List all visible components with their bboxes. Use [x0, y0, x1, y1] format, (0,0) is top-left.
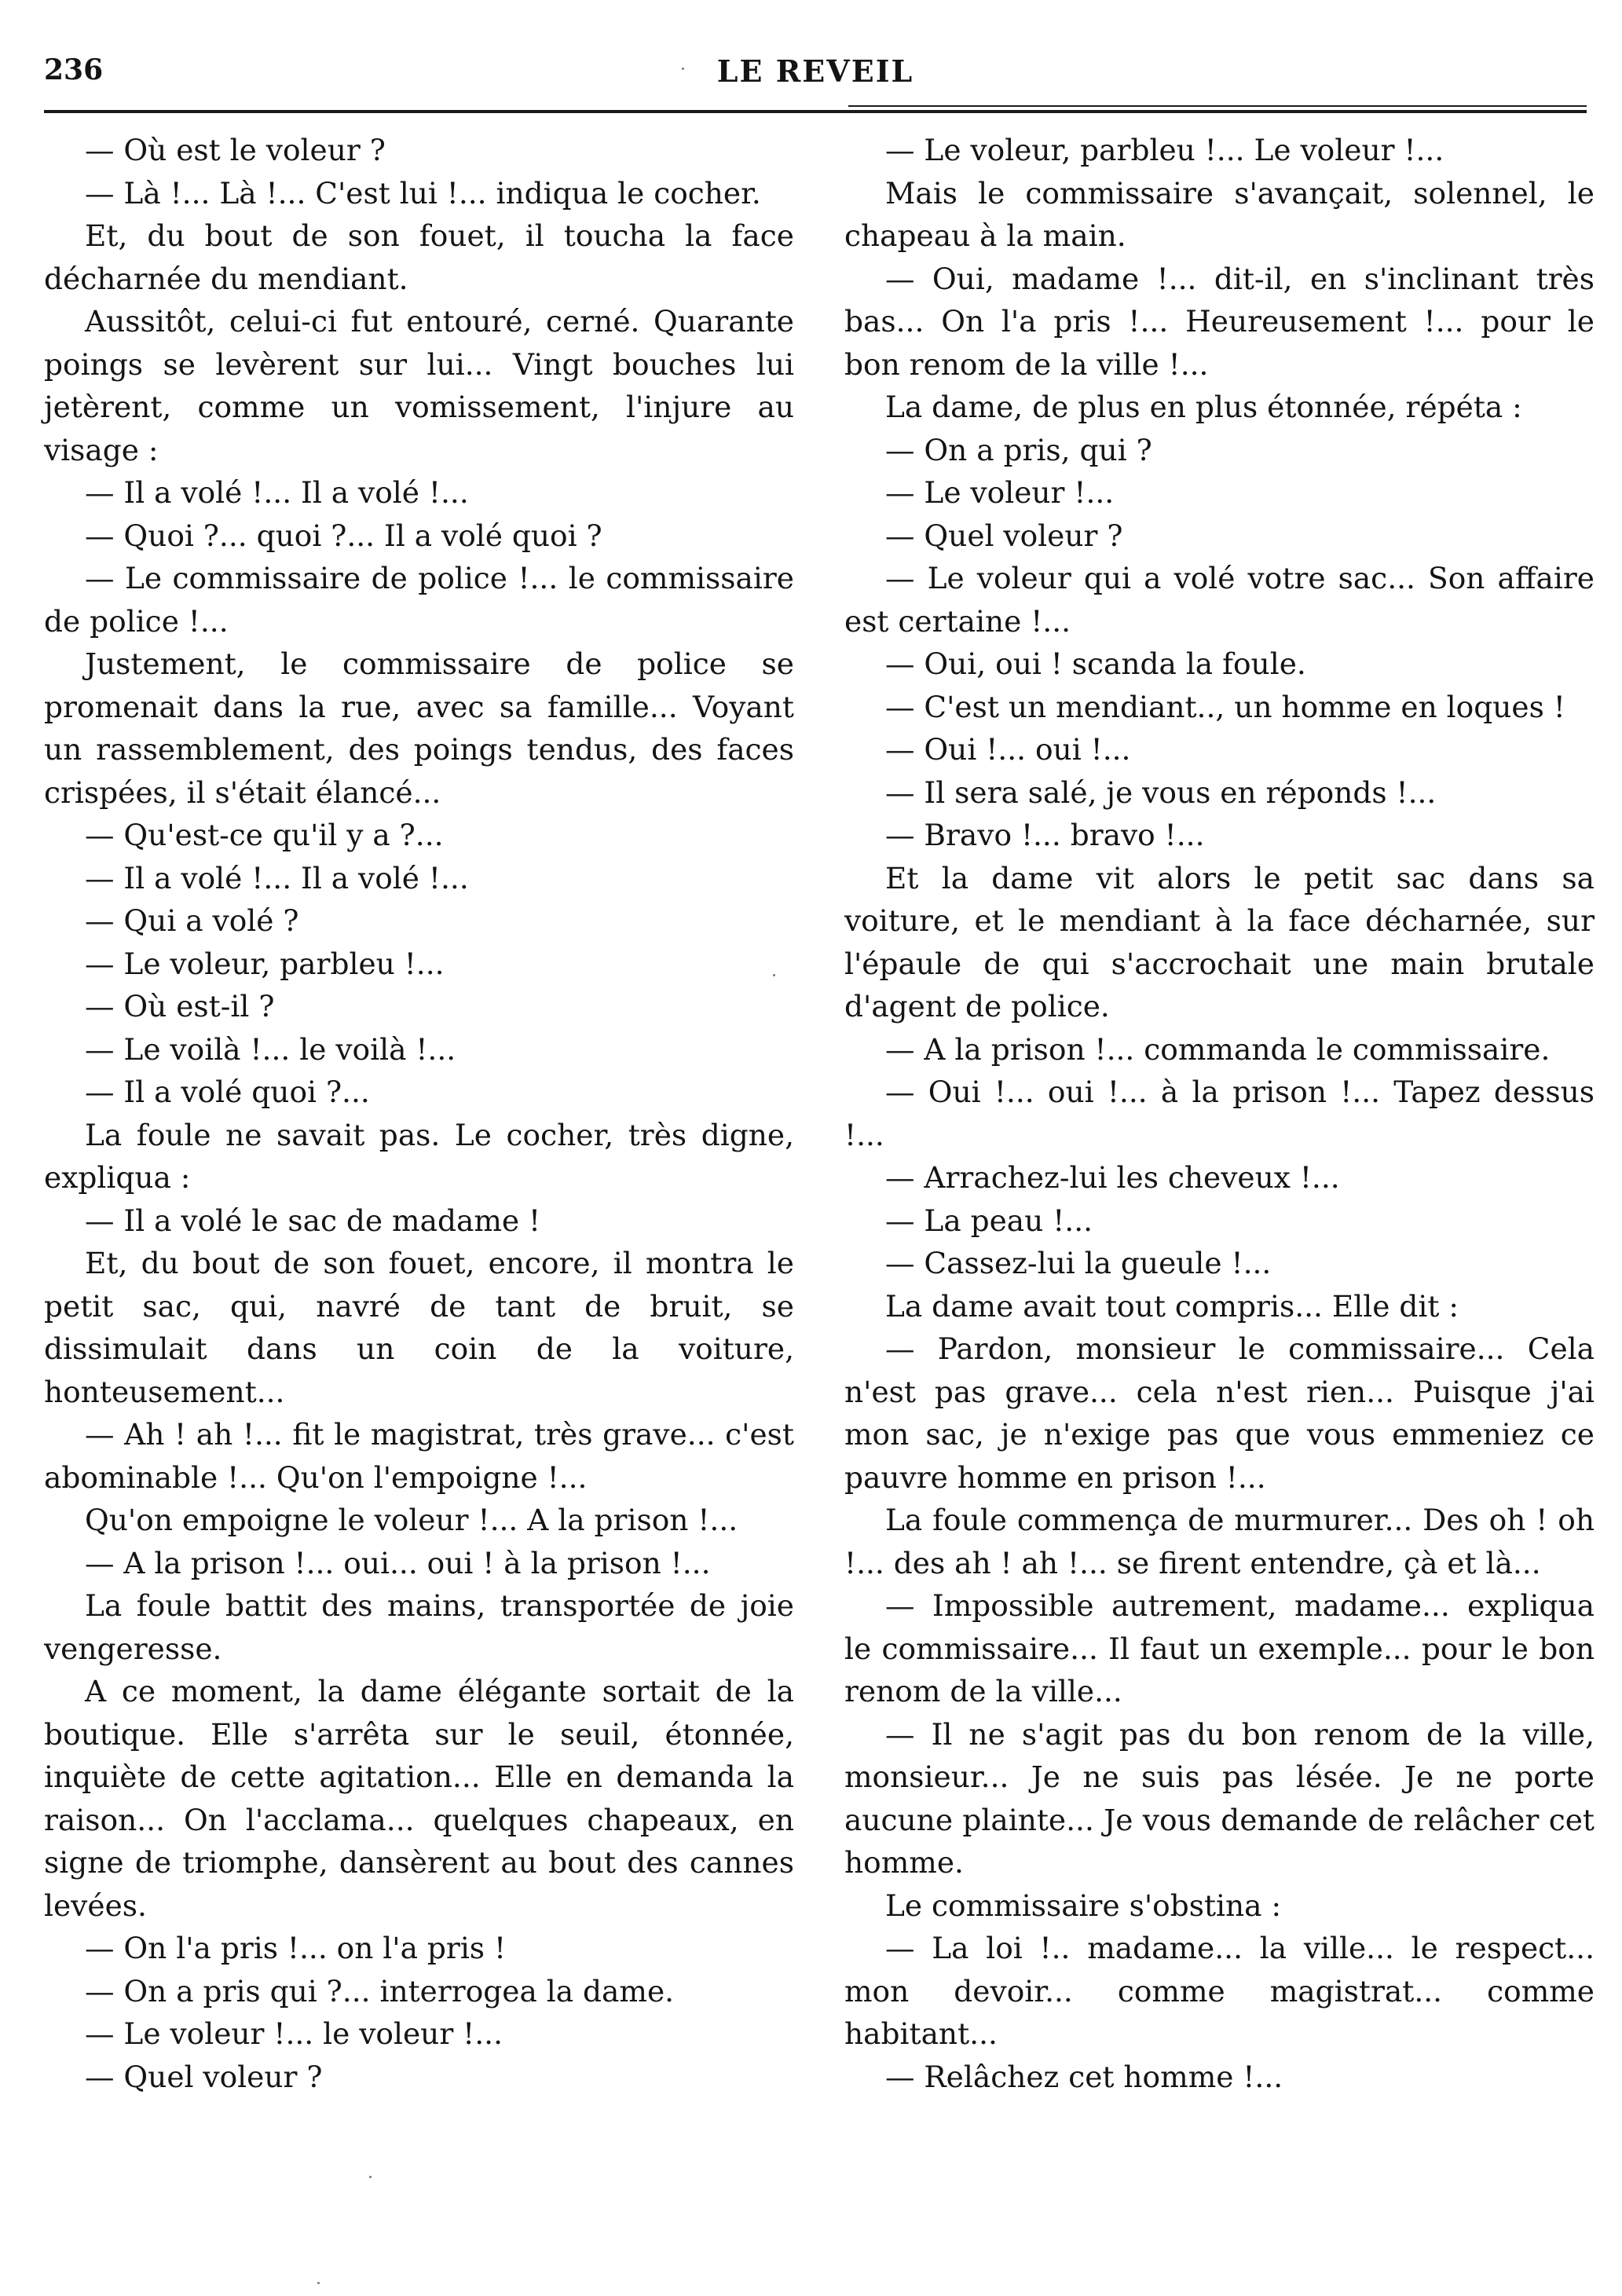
paragraph: Justement, le commissaire de police se promenait dans la rue, avec sa famille... Voyant un rassemblement, des poings tendus, des faces crispées, il s'était élancé...: [44, 646, 794, 810]
paragraph: — Oui !... oui !...: [885, 732, 1131, 767]
paragraph: — Le voilà !... le voilà !...: [85, 1031, 456, 1067]
paragraph: — Quel voleur ?: [885, 518, 1123, 553]
paragraph: — Il a volé quoi ?...: [85, 1075, 370, 1109]
paragraph: — On a pris, qui ?: [885, 432, 1152, 467]
paragraph: Le commissaire s'obstina :: [885, 1888, 1282, 1923]
paragraph: — Arrachez-lui les cheveux !...: [885, 1160, 1340, 1195]
paragraph: La foule ne savait pas. Le cocher, très digne, expliqua :: [44, 1117, 794, 1195]
paragraph: — Où est-il ?: [85, 989, 275, 1023]
paragraph: — On l'a pris !... on l'a pris !: [85, 1931, 507, 1965]
paragraph: — La loi !.. madame... la ville... le respect... mon devoir... comme magistrat... comme habitant...: [844, 1931, 1595, 2051]
paragraph: — On a pris qui ?... interrogea la dame.: [85, 1973, 675, 2009]
paragraph: — Il a volé !... Il a volé !...: [85, 860, 469, 895]
paragraph: — Le voleur !...: [885, 475, 1115, 510]
paragraph: — Relâchez cet homme !...: [885, 2059, 1283, 2094]
paragraph: — C'est un mendiant.., un homme en loques !: [885, 689, 1565, 724]
paragraph: — Impossible autrement, madame... expliqua le commissaire... Il faut un exemple... pour le bon renom de la ville...: [844, 1588, 1595, 1708]
print-speck: [369, 2176, 372, 2178]
paragraph: — Il ne s'agit pas du bon renom de la ville, monsieur... Je ne suis pas lésée. Je ne porte aucune plainte... Je vous demande de relâcher cet homme.: [844, 1716, 1595, 1880]
page-number: 236: [44, 53, 104, 86]
paragraph: — Le commissaire de police !... le commissaire de police !...: [44, 561, 794, 639]
paragraph: — Là !... Là !... C'est lui !... indiqua le cocher.: [85, 175, 761, 211]
paragraph: — Le voleur, parbleu !... Le voleur !...: [885, 133, 1444, 167]
paragraph: — Il a volé le sac de madame !: [85, 1203, 541, 1238]
paragraph: — Bravo !... bravo !...: [885, 818, 1205, 852]
paragraph: La dame avait tout compris... Elle dit :: [885, 1288, 1459, 1324]
paragraph: La foule commença de murmurer... Des oh ! oh !... des ah ! ah !... se firent entendre, çà et là...: [844, 1503, 1595, 1580]
paragraph: Et, du bout de son fouet, il toucha la face décharnée du mendiant.: [44, 218, 794, 296]
paragraph: — A la prison !... commanda le commissaire.: [885, 1031, 1551, 1067]
running-title: LE REVEIL: [716, 53, 914, 89]
right-column: [844, 129, 1595, 2098]
paragraph: — Quel voleur ?: [85, 2059, 323, 2094]
paragraph: — Le voleur, parbleu !...: [85, 946, 445, 981]
paragraph: — La peau !...: [885, 1203, 1093, 1238]
paragraph: — Cassez-lui la gueule !...: [885, 1246, 1272, 1280]
paragraph: — Qu'est-ce qu'il y a ?...: [85, 818, 444, 852]
paragraph: A ce moment, la dame élégante sortait de la boutique. Elle s'arrêta sur le seuil, étonnée, inquiète de cette agitation... Elle en demanda la raison... On l'acclama... quelques chapeaux, en signe de triomphe, dansèrent au bout des cannes levées.: [44, 1674, 794, 1923]
paragraph: Et, du bout de son fouet, encore, il montra le petit sac, qui, navré de tant de bruit, se dissimulait dans un coin de la voiture, honteusement...: [44, 1246, 794, 1409]
paragraph: — Où est le voleur ?: [85, 133, 386, 167]
paragraph: — Il sera salé, je vous en réponds !...: [885, 774, 1437, 810]
paragraph: Mais le commissaire s'avançait, solennel, le chapeau à la main.: [844, 175, 1595, 253]
paragraph: — Oui !... oui !... à la prison !... Tapez dessus !...: [844, 1075, 1595, 1152]
paragraph: — Ah ! ah !... fit le magistrat, très grave... c'est abominable !... Qu'on l'empoigne !...: [44, 1417, 794, 1495]
paragraph: — Le voleur qui a volé votre sac... Son affaire est certaine !...: [844, 561, 1595, 639]
print-speck: [317, 2282, 320, 2284]
print-speck: [773, 974, 775, 976]
paragraph: Et la dame vit alors le petit sac dans sa voiture, et le mendiant à la face décharnée, sur l'épaule de qui s'accrochait une main brutale d'agent de police.: [844, 860, 1595, 1023]
paragraph: — Qui a volé ?: [85, 903, 299, 938]
page-header: [44, 44, 1587, 91]
paragraph: — Il a volé !... Il a volé !...: [85, 475, 469, 510]
left-column: [44, 129, 794, 2098]
paragraph: — Quoi ?... quoi ?... Il a volé quoi ?: [85, 518, 602, 553]
print-speck: [682, 68, 684, 70]
header-rule: [44, 110, 1587, 113]
paragraph: La foule battit des mains, transportée de joie vengeresse.: [44, 1588, 794, 1666]
paragraph: Aussitôt, celui-ci fut entouré, cerné. Quarante poings se levèrent sur lui... Vingt bouches lui jetèrent, comme un vomissement, l'injure au visage :: [44, 304, 794, 467]
paragraph: — A la prison !... oui... oui ! à la prison !...: [85, 1545, 711, 1580]
paragraph: — Oui, madame !... dit-il, en s'inclinant très bas... On l'a pris !... Heureusement !... pour le bon renom de la ville !...: [844, 261, 1595, 382]
header-rule-thin: [848, 105, 1587, 107]
paragraph: — Pardon, monsieur le commissaire... Cela n'est pas grave... cela n'est rien... Puisque j'ai mon sac, je n'exige pas que vous emmeniez ce pauvre homme en prison !...: [844, 1331, 1595, 1495]
paragraph: — Le voleur !... le voleur !...: [85, 2016, 503, 2051]
paragraph: — Oui, oui ! scanda la foule.: [885, 646, 1306, 681]
paragraph: La dame, de plus en plus étonnée, répéta :: [885, 390, 1522, 424]
paragraph: Qu'on empoigne le voleur !... A la prison !...: [85, 1503, 738, 1537]
